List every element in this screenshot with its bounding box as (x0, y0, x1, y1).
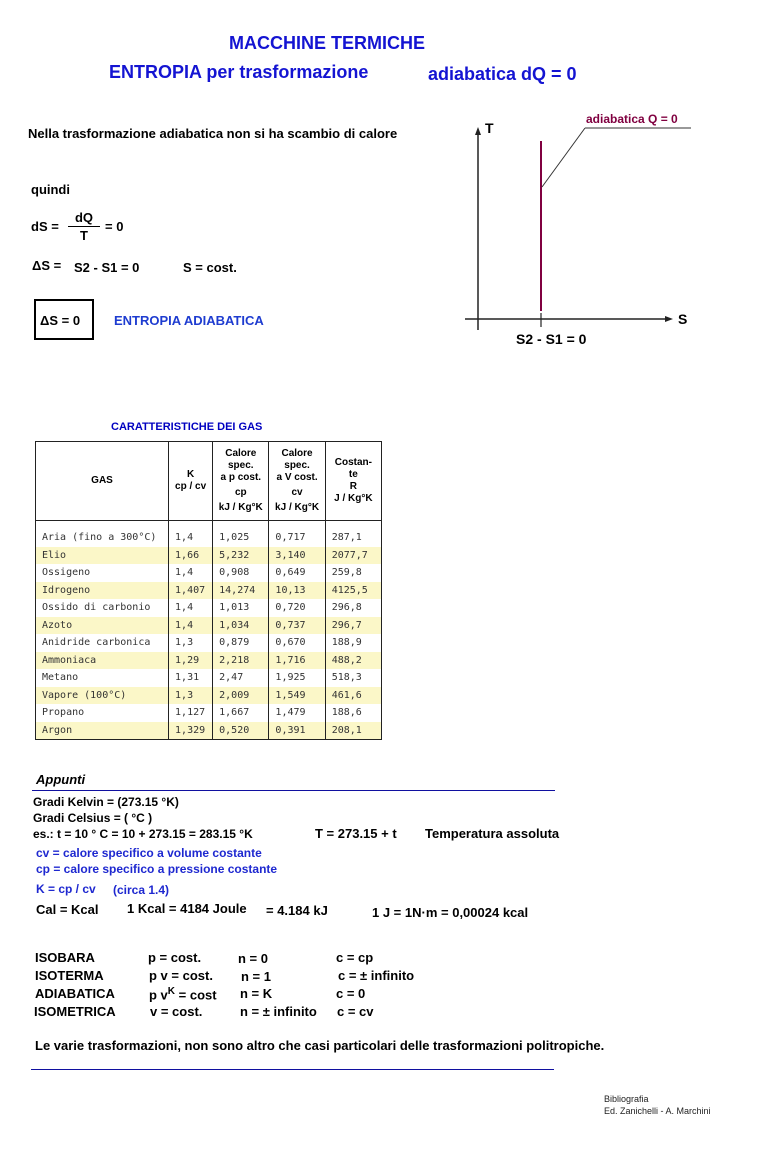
ts-diagram (455, 105, 705, 350)
example-text: es.: t = 10 ° C = 10 + 273.15 = 283.15 °K (33, 827, 253, 841)
col-header-cp: Calore spec. a p cost. cp kJ / Kg°K (213, 442, 269, 521)
t-axis-label: T (485, 120, 494, 136)
table-row: Elio 1,66 5,232 3,140 2077,7 (36, 547, 382, 565)
s-tick-label: S2 - S1 = 0 (516, 331, 587, 347)
transformation-c: c = cv (337, 1004, 374, 1019)
table-caption: CARATTERISTICHE DEI GAS (111, 421, 263, 433)
table-row: Aria (fino a 300°C) 1,4 1,025 0,717 287,1 (36, 521, 382, 547)
fraction-numerator: dQ (74, 210, 94, 225)
transformation-eq: p = cost. (148, 950, 202, 965)
table-row: Azoto 1,4 1,034 0,737 296,7 (36, 617, 382, 635)
transformation-eq: p v = cost. (149, 968, 213, 983)
label-leader-line (542, 128, 585, 187)
table-row: Metano 1,31 2,47 1,925 518,3 (36, 669, 382, 687)
t-axis-arrow-icon (475, 127, 481, 135)
transformation-eq: v = cost. (150, 1004, 203, 1019)
footer-divider (31, 1069, 554, 1070)
table-header-row (36, 442, 382, 521)
transformation-n: n = 0 (238, 951, 268, 966)
kj-text: = 4.184 kJ (266, 903, 328, 918)
table-row: Propano 1,127 1,667 1,479 188,6 (36, 704, 382, 722)
table-row: Ossido di carbonio 1,4 1,013 0,720 296,8 (36, 599, 382, 617)
fraction (68, 210, 100, 243)
delta-s-value: S2 - S1 = 0 (74, 260, 140, 275)
transformation-name: ADIABATICA (35, 986, 115, 1001)
transformation-eq: p $v^K = \cos t$ (149, 986, 217, 1003)
col-header-gas: GAS (36, 442, 169, 521)
appunti-heading: Appunti (36, 772, 86, 787)
table-row: Argon 1,329 0,520 0,391 208,1 (36, 722, 382, 740)
joule-text: 1 J = 1N·m = 0,00024 kcal (372, 905, 529, 920)
cal-text: Cal = Kcal (36, 902, 99, 917)
cv-definition: cv = calore specifico a volume costante (36, 846, 262, 860)
table-row: Ammoniaca 1,29 2,218 1,716 488,2 (36, 652, 382, 670)
kcal-text: 1 Kcal = 4184 Joule (127, 901, 247, 916)
page-title: MACCHINE TERMICHE (229, 33, 425, 53)
adiabatic-curve-label: adiabatica Q = 0 (586, 112, 678, 126)
table-row: Ossigeno 1,4 0,908 0,649 259,8 (36, 564, 382, 582)
s-axis-arrow-icon (665, 316, 673, 322)
transformation-n: n = ± infinito (240, 1004, 317, 1019)
fraction-denominator: T (68, 226, 100, 243)
transformation-c: c = ± infinito (338, 968, 415, 983)
delta-s-lhs: ΔS = (32, 258, 62, 273)
ds-rhs: = 0 (105, 219, 124, 234)
entropia-adiabatica-label: ENTROPIA ADIABATICA (114, 313, 264, 328)
page-subtitle-adiabatica: adiabatica dQ = 0 (428, 64, 577, 84)
t-formula-label: Temperatura assoluta (425, 826, 560, 841)
transformation-name: ISOBARA (35, 950, 95, 965)
quindi-text: quindi (31, 182, 70, 197)
k-definition: K = cp / cv (36, 882, 96, 896)
transformation-n: n = 1 (241, 969, 271, 984)
intro-text: Nella trasformazione adiabatica non si ha scambio di calore (28, 126, 398, 141)
transformation-n: n = K (240, 986, 273, 1001)
delta-s-boxed: ΔS = 0 (40, 313, 81, 328)
k-approx: (circa 1.4) (113, 883, 170, 897)
s-axis-label: S (678, 311, 688, 327)
kelvin-text: Gradi Kelvin = (273.15 °K) (33, 795, 179, 809)
transformation-c: c = 0 (336, 986, 366, 1001)
bibliografia-source: Ed. Zanichelli - A. Marchini (604, 1106, 711, 1116)
t-formula: T = 273.15 + t (315, 826, 397, 841)
gas-table (35, 441, 382, 740)
bibliografia-label: Bibliografia (604, 1094, 649, 1104)
cp-definition: cp = calore specifico a pressione costante (36, 862, 278, 876)
table-row: Vapore (100°C) 1,3 2,009 1,549 461,6 (36, 687, 382, 705)
col-header-k: K cp / cv (169, 442, 213, 521)
page-subtitle: ENTROPIA per trasformazione (109, 62, 369, 82)
table-row: Idrogeno 1,407 14,274 10,13 4125,5 (36, 582, 382, 600)
transformation-name: ISOMETRICA (34, 1004, 116, 1019)
transformation-name: ISOTERMA (35, 968, 104, 983)
s-constant: S = cost. (183, 260, 237, 275)
table-row: Anidride carbonica 1,3 0,879 0,670 188,9 (36, 634, 382, 652)
ds-lhs: dS = (31, 219, 59, 234)
appunti-divider (32, 790, 555, 791)
conclusion-text: Le varie trasformazioni, non sono altro che casi particolari delle trasformazioni politropiche. (35, 1038, 605, 1053)
celsius-text: Gradi Celsius = ( °C ) (33, 811, 153, 825)
col-header-cv: Calore spec. a V cost. cv kJ / Kg°K (269, 442, 325, 521)
col-header-r: Costan- te R J / Kg°K (325, 442, 381, 521)
transformation-c: c = cp (336, 950, 374, 965)
